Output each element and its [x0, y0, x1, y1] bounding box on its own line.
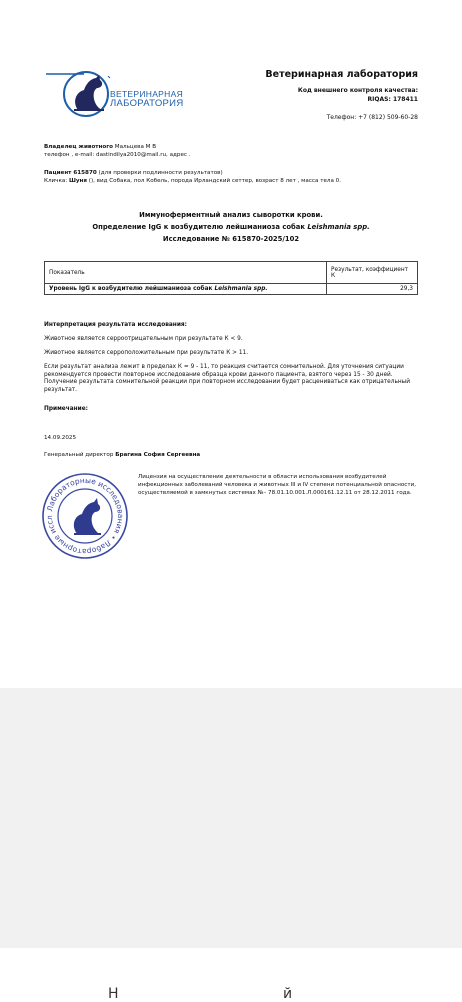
stamp-seal-icon	[41, 472, 129, 560]
report-date: 14.09.2025	[44, 435, 77, 441]
owner-contacts: телефон , e-mail: dastindilya2010@mail.ru, адрес .	[44, 152, 191, 158]
riqas-code: RIQAS: 178411	[367, 96, 418, 103]
study-title-1: Иммуноферментный анализ сыворотки крови.	[139, 211, 323, 219]
header-phone: Телефон: +7 (812) 509-60-28	[326, 114, 418, 121]
nick-value: Шуня	[68, 178, 87, 184]
patient-details: (), вид Собака, пол Кобель, порода Ирландский сеттер, возраст 8 лет , масса тела 0.	[88, 178, 342, 184]
header-title: Ветеринарная лаборатория	[265, 69, 418, 80]
lab-stamp	[41, 472, 129, 560]
study-title-2-text: Определение IgG к возбудителю лейшманиоза собак	[92, 223, 308, 231]
interpretation-negative: Животное является серроотрицательным при результате К < 9.	[44, 336, 243, 342]
table-row	[45, 284, 418, 295]
logo-line-2: ЛАБОРАТОРИЯ	[110, 98, 184, 109]
patient-label: Пациент 615870	[44, 170, 97, 176]
row-indicator-text: Уровень IgG к возбудителю лейшманиоза собак	[49, 286, 215, 292]
note-label: Примечание:	[44, 406, 88, 412]
study-title-2-italic: Leishmania spp.	[307, 223, 370, 231]
logo-line-1: ВЕТЕРИНАРНАЯ	[110, 89, 184, 99]
page-gap-area	[0, 688, 462, 948]
owner-line	[44, 144, 156, 151]
director-label: Генеральный директор	[44, 452, 114, 458]
interpretation-positive: Животное является серроположительным при результате К > 11.	[44, 350, 249, 356]
table-cell-value: 29,3	[327, 284, 418, 295]
row-indicator-italic: Leishmania spp.	[214, 286, 268, 292]
license-text: Лицензия на осуществление деятельности в области использования возбудителей инфекционных заболеваний человека и животных III и IV степени потенциальной опасности, осуществляемой в замкнутых системах №– 78.01.10.001.Л.000161.12.11 от 28.12.2011 года.	[138, 474, 417, 496]
interpretation-title: Интерпретация результата исследования:	[44, 322, 187, 328]
owner-label: Владелец животного	[44, 144, 114, 150]
patient-details-line	[44, 178, 341, 185]
quality-code-label: Код внешнего контроля качества:	[297, 87, 418, 94]
table-header-indicator: Показатель	[45, 262, 327, 284]
study-title-2	[0, 223, 462, 231]
results-table	[44, 261, 418, 295]
patient-note: (для проверки подлинности результатов)	[98, 170, 223, 176]
table-cell-indicator	[45, 284, 327, 295]
study-number: Исследование № 615870-2025/102	[162, 235, 300, 243]
patient-line	[44, 170, 223, 177]
table-header-result: Результат, коэффициент К	[327, 262, 418, 284]
nick-label: Кличка:	[44, 178, 68, 184]
owner-name: Мальцева М В	[114, 144, 157, 150]
director-name: Брагина София Сергеевна	[115, 452, 201, 458]
director-line	[44, 452, 200, 459]
stamp-text: Лабораторные исследования • Лабораторные иссл	[44, 475, 126, 557]
table-header-row	[45, 262, 418, 284]
next-page-fragment: Н й	[108, 986, 373, 1002]
interpretation-doubtful: Если результат анализа лежит в пределах К = 9 - 11, то реакция считается сомнительной. Для уточнения ситуации рекомендуется провести повторное исследование образца крови данного пациента, взятого через 15 - 30 дней. Получение результата сомнительной реакции при повторном исследовании будет расцениваться как отрицательный результат.	[44, 364, 411, 393]
